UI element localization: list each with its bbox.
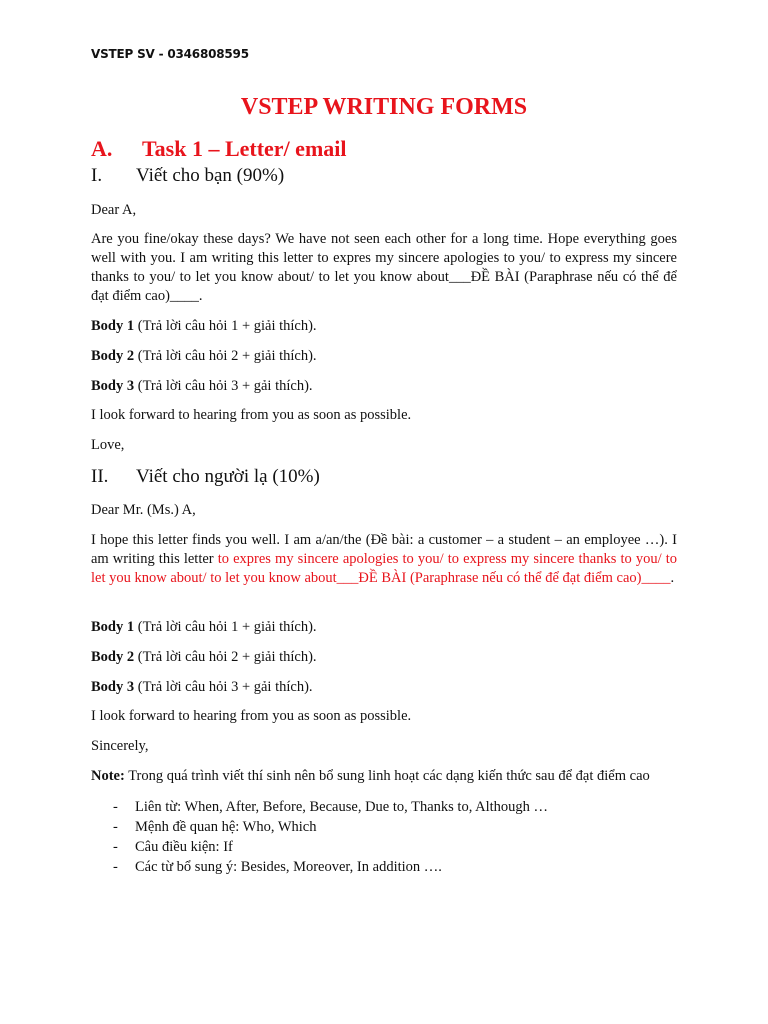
intro-text: I hope this letter finds you well. I am a/an/the (Đề bài: a customer – a student – an employee …). I am writing this letter xyxy=(91,532,677,567)
list-item xyxy=(91,797,677,817)
list-item-text: Các từ bổ sung ý: Besides, Moreover, In addition …. xyxy=(135,859,442,875)
note-label: Note: xyxy=(91,768,125,784)
section-2-body-1 xyxy=(91,618,677,637)
note-text: Trong quá trình viết thí sinh nên bổ sung linh hoạt các dạng kiến thức sau để đạt điểm cao xyxy=(124,768,650,784)
body-text: (Trả lời câu hỏi 2 + giải thích). xyxy=(134,649,317,665)
section-2-greeting: Dear Mr. (Ms.) A, xyxy=(91,502,196,518)
section-1-closing-line: I look forward to hearing from you as soon as possible. xyxy=(91,407,412,423)
bullet-dash: - xyxy=(113,839,118,855)
document-title: VSTEP WRITING FORMS xyxy=(240,94,528,120)
page-header: VSTEP SV - 0346808595 xyxy=(91,47,249,61)
body-label: Body 2 xyxy=(91,649,135,665)
note-list xyxy=(91,797,677,877)
body-label: Body 1 xyxy=(91,318,135,334)
section-2-closing-line: I look forward to hearing from you as soon as possible. xyxy=(91,708,412,724)
body-text: (Trả lời câu hỏi 1 + giải thích). xyxy=(134,619,317,635)
list-item xyxy=(91,857,677,877)
section-1-heading xyxy=(91,165,284,187)
task-number: A. xyxy=(91,136,113,161)
body-label: Body 3 xyxy=(91,378,135,394)
section-1-signoff: Love, xyxy=(91,437,125,453)
task-label: Task 1 – Letter/ email xyxy=(142,136,347,161)
list-item xyxy=(91,837,677,857)
body-label: Body 2 xyxy=(91,348,135,364)
bullet-dash: - xyxy=(113,859,118,875)
bullet-dash: - xyxy=(113,819,118,835)
intro-highlight: to expres my sincere apologies to you/ to express my sincere thanks to you/ to let you know about/ to let you know about___ĐỀ BÀI (Paraphrase nếu có thể để đạt điểm cao)____ xyxy=(91,551,677,586)
body-label: Body 3 xyxy=(91,679,135,695)
section-1-title: Viết cho bạn (90%) xyxy=(136,165,285,186)
section-2-body-2 xyxy=(91,648,677,667)
intro-end: . xyxy=(670,570,675,586)
section-1-number: I. xyxy=(91,165,103,186)
section-1-body-3 xyxy=(91,377,677,396)
section-2-number: II. xyxy=(91,466,109,487)
section-2-body-3 xyxy=(91,678,677,697)
bullet-dash: - xyxy=(113,799,118,815)
note xyxy=(91,767,677,786)
body-label: Body 1 xyxy=(91,619,135,635)
body-text: (Trả lời câu hỏi 3 + gải thích). xyxy=(134,378,313,394)
list-item-text: Mệnh đề quan hệ: Who, Which xyxy=(135,819,317,835)
section-1-intro: Are you fine/okay these days? We have not seen each other for a long time. Hope everything goes well with you. I am writing this letter to expres my sincere apologies to you/ to express my sincere thanks to you/ to let you know about/ to let you know about___ĐỀ BÀI (Paraphrase nếu có thể để đạt điểm cao)____. xyxy=(91,231,677,304)
section-2-signoff: Sincerely, xyxy=(91,738,149,754)
list-item-text: Liên từ: When, After, Before, Because, Due to, Thanks to, Although … xyxy=(135,799,549,815)
section-1-greeting: Dear A, xyxy=(91,202,137,218)
section-2-heading xyxy=(91,466,320,488)
list-item-text: Câu điều kiện: If xyxy=(135,839,233,855)
section-1-body-2 xyxy=(91,347,677,366)
section-1-body-1 xyxy=(91,317,677,336)
body-text: (Trả lời câu hỏi 1 + giải thích). xyxy=(134,318,317,334)
task-heading xyxy=(91,136,347,162)
body-text: (Trả lời câu hỏi 3 + gải thích). xyxy=(134,679,313,695)
list-item xyxy=(91,817,677,837)
section-2-title: Viết cho người lạ (10%) xyxy=(136,466,320,487)
body-text: (Trả lời câu hỏi 2 + giải thích). xyxy=(134,348,317,364)
section-2-intro xyxy=(91,531,677,588)
